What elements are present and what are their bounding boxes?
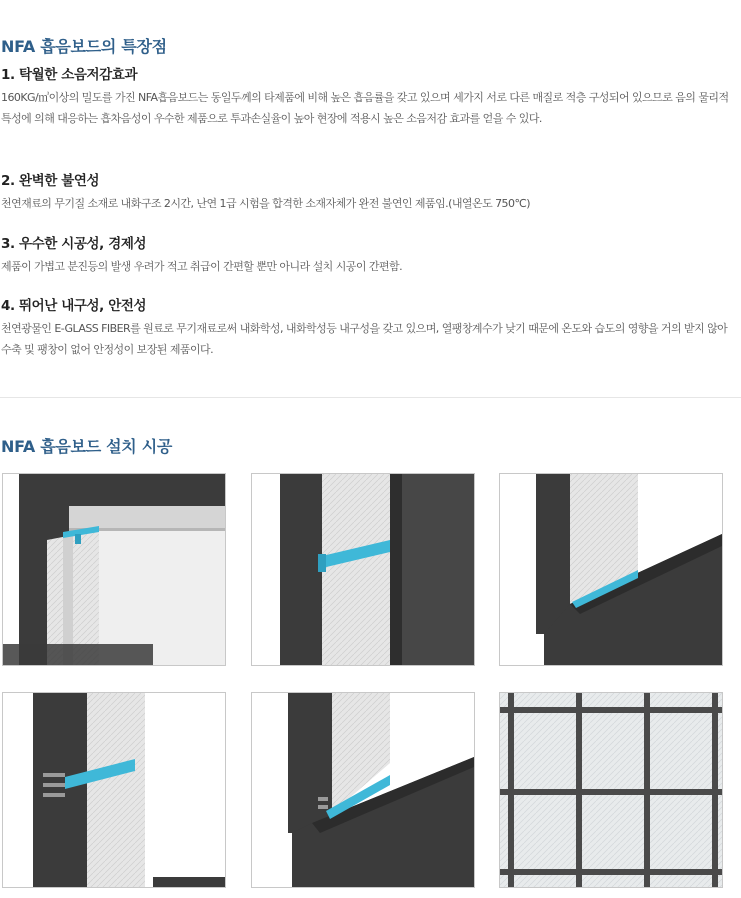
feature-heading: 4. 뛰어난 내구성, 안전성 (1, 298, 147, 314)
install-photo-6 (499, 692, 723, 888)
feature-heading: 3. 우수한 시공성, 경제성 (1, 236, 147, 252)
section-divider (0, 397, 741, 398)
install-photo-3 (499, 473, 723, 666)
feature-heading: 2. 완벽한 불연성 (1, 173, 100, 189)
feature-text: 천연재료의 무기질 소재로 내화구조 2시간, 난연 1급 시험을 합격한 소재자체가 완전 불연인 제품임.(내열온도 750℃) (1, 197, 530, 210)
feature-item (1, 235, 739, 277)
install-section-title: NFA 흡음보드 설치 시공 (1, 437, 173, 456)
feature-item (1, 297, 739, 360)
install-photo-2 (251, 473, 475, 666)
feature-item (1, 172, 739, 214)
feature-text: 천연광물인 E-GLASS FIBER를 원료로 무기재료로써 내화학성, 내화학성등 내구성을 갖고 있으며, 열팽창계수가 낮기 때문에 온도와 습도의 영향을 거의 받지 않아 수축 및 팽창이 없어 안정성이 보장된 제품이다. (1, 322, 728, 356)
feature-text: 160KG/㎥이상의 밀도를 가진 NFA흡음보드는 동일두께의 타제품에 비해 높은 흡음률을 갖고 있으며 세가지 서로 다른 매질로 적층 구성되어 있으므로 음의 물리적 특성에 의해 대응하는 흡차음성이 우수한 제품으로 투과손실율이 높아 현장에 적용시 높은 소음저감 효과를 얻을 수 있다. (1, 91, 729, 125)
feature-heading: 1. 탁월한 소음저감효과 (1, 67, 138, 83)
feature-text: 제품이 가볍고 분진등의 발생 우려가 적고 취급이 간편할 뿐만 아니라 설치 시공이 간편함. (1, 260, 403, 273)
install-photo-1 (2, 473, 226, 666)
install-photo-4 (2, 692, 226, 888)
feature-item (1, 66, 739, 129)
features-section-title: NFA 흡음보드의 특장점 (1, 37, 167, 56)
install-photo-5 (251, 692, 475, 888)
